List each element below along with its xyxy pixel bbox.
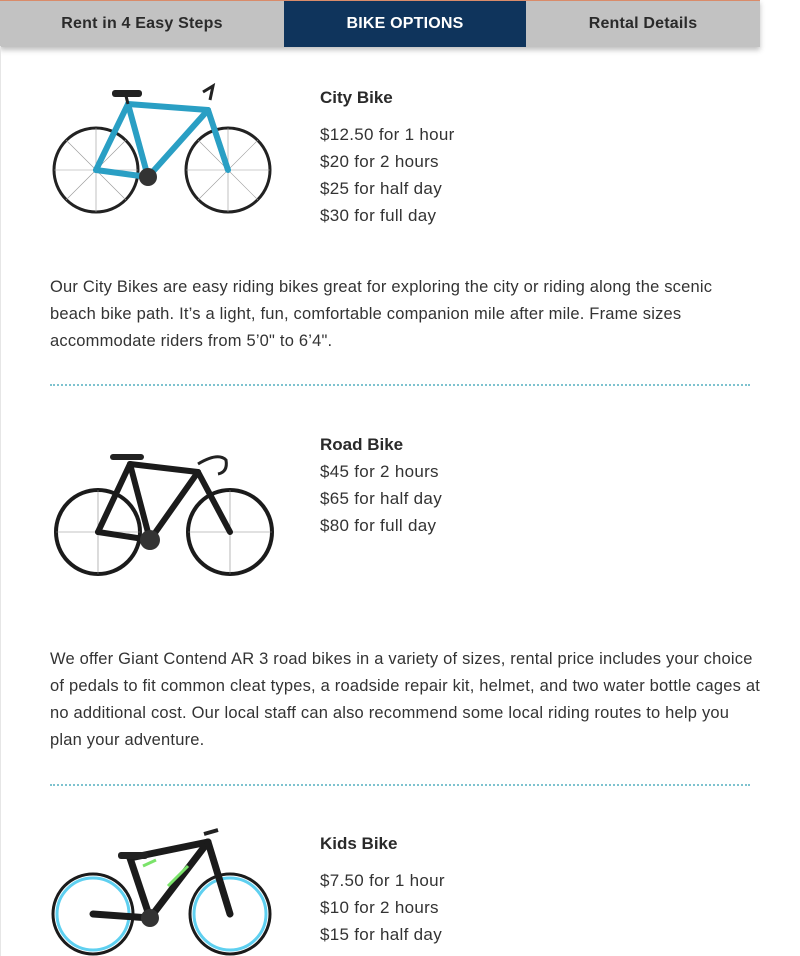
road-bike-image xyxy=(48,450,278,580)
divider xyxy=(50,784,750,786)
kids-bike-price-1: $7.50 for 1 hour xyxy=(320,871,445,890)
tab-bike-options[interactable]: BIKE OPTIONS xyxy=(284,1,526,47)
road-bike-price-1: $45 for 2 hours xyxy=(320,462,439,481)
city-bike-price-4: $30 for full day xyxy=(320,206,437,225)
city-bike-frame xyxy=(96,104,228,177)
road-bike-price-3: $80 for full day xyxy=(320,516,437,535)
tab-rental-details[interactable]: Rental Details xyxy=(526,1,760,47)
kids-bike-title: Kids Bike xyxy=(320,834,398,853)
city-bike-price-2: $20 for 2 hours xyxy=(320,152,439,171)
city-bike-price-1: $12.50 for 1 hour xyxy=(320,125,455,144)
road-bike-frame xyxy=(98,464,230,540)
city-bike-description: Our City Bikes are easy riding bikes great for exploring the city or riding along the scenic beach bike path. It’s a light, fun, comfortable companion mile after mile. Frame sizes accommodate riders from 5’0" to 6’4". xyxy=(50,278,713,350)
kids-bike-price-3: $15 for half day xyxy=(320,925,442,944)
page-edge xyxy=(0,46,1,956)
divider xyxy=(50,384,750,386)
road-bike-price-2: $65 for half day xyxy=(320,489,442,508)
tab-bar xyxy=(0,0,760,47)
kids-bike-image xyxy=(48,826,278,956)
city-bike-image xyxy=(48,82,278,218)
city-bike-title: City Bike xyxy=(320,88,393,107)
city-bike-price-3: $25 for half day xyxy=(320,179,442,198)
road-bike-title: Road Bike xyxy=(320,435,404,454)
tab-rent-steps[interactable]: Rent in 4 Easy Steps xyxy=(0,1,284,47)
kids-bike-price-2: $10 for 2 hours xyxy=(320,898,439,917)
road-bike-description: We offer Giant Contend AR 3 road bikes in a variety of sizes, rental price includes your choice of pedals to fit common cleat types, a roadside repair kit, helmet, and two water bottle cages at no additional cost. Our local staff can also recommend some local riding routes to help you plan your adventure. xyxy=(50,650,761,749)
